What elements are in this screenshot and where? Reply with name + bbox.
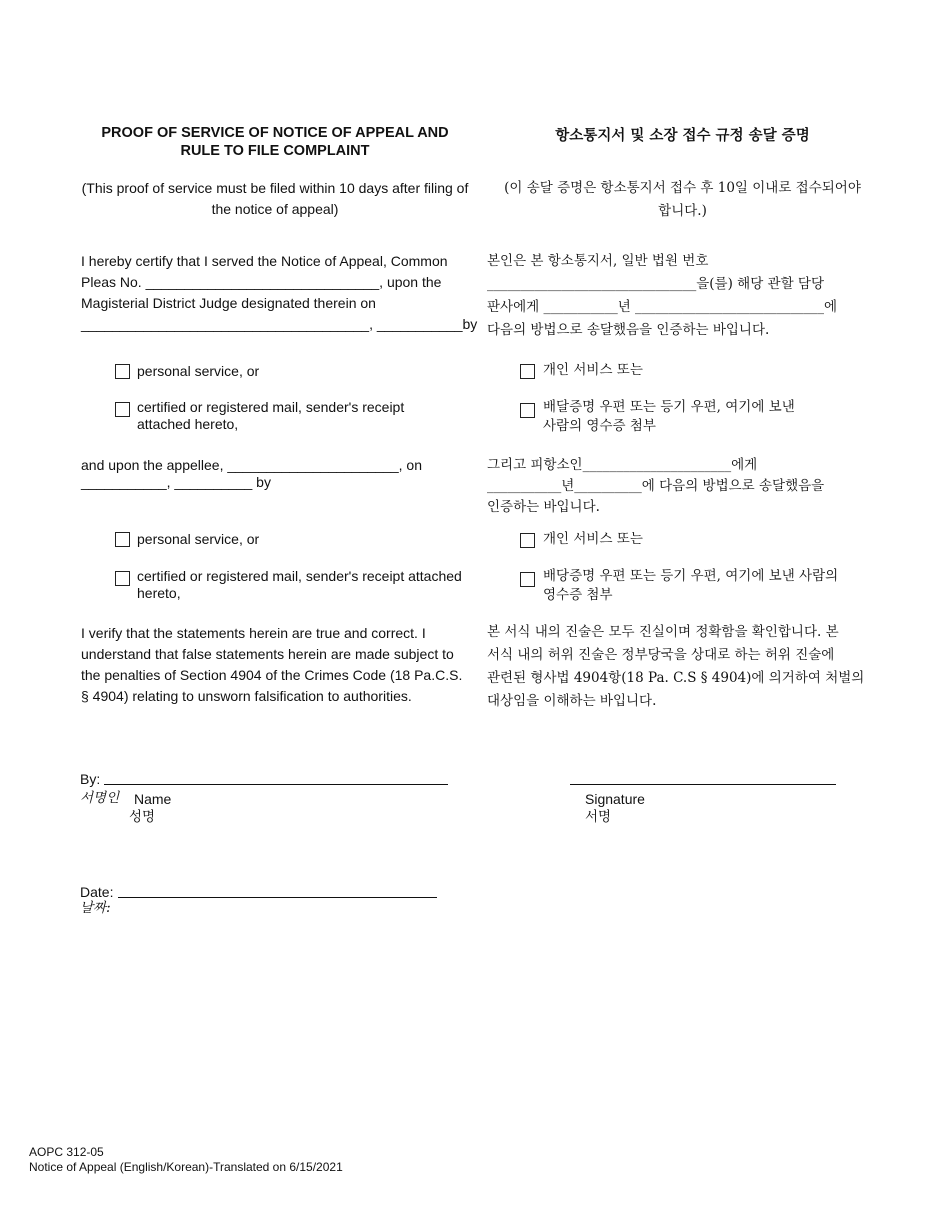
personal-service-checkbox-en-2[interactable] bbox=[115, 532, 130, 547]
verify-ko-line3: 관련된 형사법 4904항(18 Pa. C.S § 4904)에 의거하여 처벌의 bbox=[487, 670, 865, 686]
personal-service-label-ko-2: 개인 서비스 또는 bbox=[543, 531, 643, 547]
certify-paragraph-ko bbox=[487, 250, 887, 342]
certify-ko-line4: 다음의 방법으로 송달했음을 인증하는 바입니다. bbox=[487, 322, 770, 338]
verify-paragraph-en bbox=[81, 623, 481, 707]
certify-ko-line1: 본인은 본 항소통지서, 일반 법원 번호 bbox=[487, 253, 709, 269]
verify-ko-line1: 본 서식 내의 진술은 모두 진실이며 정확함을 확인합니다. 본 bbox=[487, 624, 839, 640]
mail2-ko-line2: 영수증 첨부 bbox=[543, 587, 613, 603]
signature-line[interactable] bbox=[570, 784, 836, 785]
personal-service-checkbox-ko[interactable] bbox=[520, 364, 535, 379]
certified-mail-checkbox-en-2[interactable] bbox=[115, 571, 130, 586]
mail1-ko-line2: 사람의 영수증 첨부 bbox=[543, 418, 656, 434]
form-description: Notice of Appeal (English/Korean)-Translated on 6/15/2021 bbox=[29, 1160, 343, 1174]
signer-label-ko: 서명인 bbox=[80, 790, 120, 806]
note-en-line2: the notice of appeal) bbox=[211, 201, 339, 217]
mail1-en-line1: certified or registered mail, sender's receipt bbox=[137, 399, 405, 415]
mail2-ko-line1: 배당증명 우편 또는 등기 우편, 여기에 보낸 사람의 bbox=[543, 568, 839, 584]
certified-mail-label-ko-2 bbox=[543, 567, 838, 605]
mail2-en-line1: certified or registered mail, sender's receipt attached bbox=[137, 568, 462, 584]
filing-note-en bbox=[78, 178, 472, 220]
by-signature-line[interactable] bbox=[104, 784, 448, 785]
personal-service-label-en-2: personal service, or bbox=[137, 531, 260, 547]
verify-en-line2: understand that false statements herein are made subject to bbox=[81, 646, 454, 662]
verify-ko-line2: 서식 내의 허위 진술은 정부당국을 상대로 하는 허위 진술에 bbox=[487, 647, 835, 663]
mail1-ko-line1: 배달증명 우편 또는 등기 우편, 여기에 보낸 bbox=[543, 399, 795, 415]
certified-mail-label-en-2 bbox=[137, 568, 462, 602]
certified-mail-checkbox-en[interactable] bbox=[115, 402, 130, 417]
certified-mail-checkbox-ko-2[interactable] bbox=[520, 572, 535, 587]
signature-label: Signature bbox=[585, 791, 645, 807]
certified-mail-label-ko bbox=[543, 398, 795, 436]
appellee-ko-line1: 그리고 피항소인______________________에게 bbox=[487, 457, 758, 473]
date-label: Date: bbox=[80, 884, 114, 900]
certify-paragraph-en bbox=[81, 251, 481, 335]
name-label-ko: 성명 bbox=[129, 809, 156, 825]
footer bbox=[29, 1145, 343, 1175]
mail1-en-line2: attached hereto, bbox=[137, 416, 239, 432]
appellee-ko-line3: 인증하는 바입니다. bbox=[487, 499, 600, 515]
filing-note-ko bbox=[485, 177, 880, 223]
note-ko-line1: (이 송달 증명은 항소통지서 접수 후 10일 이내로 접수되어야 bbox=[504, 180, 861, 196]
appellee-en-line1: and upon the appellee, ______________________, on bbox=[81, 457, 422, 473]
certified-mail-label-en bbox=[137, 399, 404, 433]
date-label-ko: 날짜: bbox=[80, 900, 111, 916]
personal-service-label-ko: 개인 서비스 또는 bbox=[543, 362, 643, 378]
verify-en-line1: I verify that the statements herein are true and correct. I bbox=[81, 625, 426, 641]
verify-en-line4: § 4904) relating to unsworn falsification to authorities. bbox=[81, 688, 412, 704]
verify-en-line3: the penalties of Section 4904 of the Crimes Code (18 Pa.C.S. bbox=[81, 667, 463, 683]
personal-service-checkbox-ko-2[interactable] bbox=[520, 533, 535, 548]
verify-ko-line4: 대상임을 이해하는 바입니다. bbox=[487, 693, 657, 709]
certify-ko-line3: 판사에게 ___________년 ____________________________에 bbox=[487, 299, 838, 315]
title-en-line1: PROOF OF SERVICE OF NOTICE OF APPEAL AND bbox=[101, 125, 449, 141]
appellee-paragraph-en bbox=[81, 457, 422, 491]
appellee-paragraph-ko bbox=[487, 455, 824, 518]
mail2-en-line2: hereto, bbox=[137, 585, 181, 601]
certify-ko-line2: _______________________________을(를) 해당 관할 담당 bbox=[487, 276, 824, 292]
personal-service-checkbox-en[interactable] bbox=[115, 364, 130, 379]
name-label: Name bbox=[134, 791, 172, 807]
personal-service-label-en: personal service, or bbox=[137, 363, 260, 379]
form-id: AOPC 312-05 bbox=[29, 1145, 104, 1159]
certify-en-line2: Pleas No. ______________________________, upon the bbox=[81, 274, 442, 290]
note-en-line1: (This proof of service must be filed within 10 days after filing of bbox=[81, 180, 469, 196]
appellee-en-line2: ___________, __________ by bbox=[81, 474, 271, 490]
title-en bbox=[80, 124, 470, 160]
note-ko-line2: 합니다.) bbox=[658, 203, 707, 219]
appellee-ko-line2: ___________년__________에 다음의 방법으로 송달했음을 bbox=[487, 478, 825, 494]
date-line[interactable] bbox=[118, 897, 437, 898]
title-ko: 항소통지서 및 소장 접수 규정 송달 증명 bbox=[555, 127, 810, 144]
certify-en-line4: _____________________________________, ___________by bbox=[81, 316, 478, 332]
certify-en-line1: I hereby certify that I served the Notice of Appeal, Common bbox=[81, 253, 448, 269]
signature-label-ko: 서명 bbox=[585, 809, 612, 825]
by-label: By: bbox=[80, 771, 101, 787]
title-en-line2: RULE TO FILE COMPLAINT bbox=[180, 143, 370, 159]
verify-paragraph-ko bbox=[487, 621, 887, 713]
certified-mail-checkbox-ko[interactable] bbox=[520, 403, 535, 418]
certify-en-line3: Magisterial District Judge designated therein on bbox=[81, 295, 376, 311]
